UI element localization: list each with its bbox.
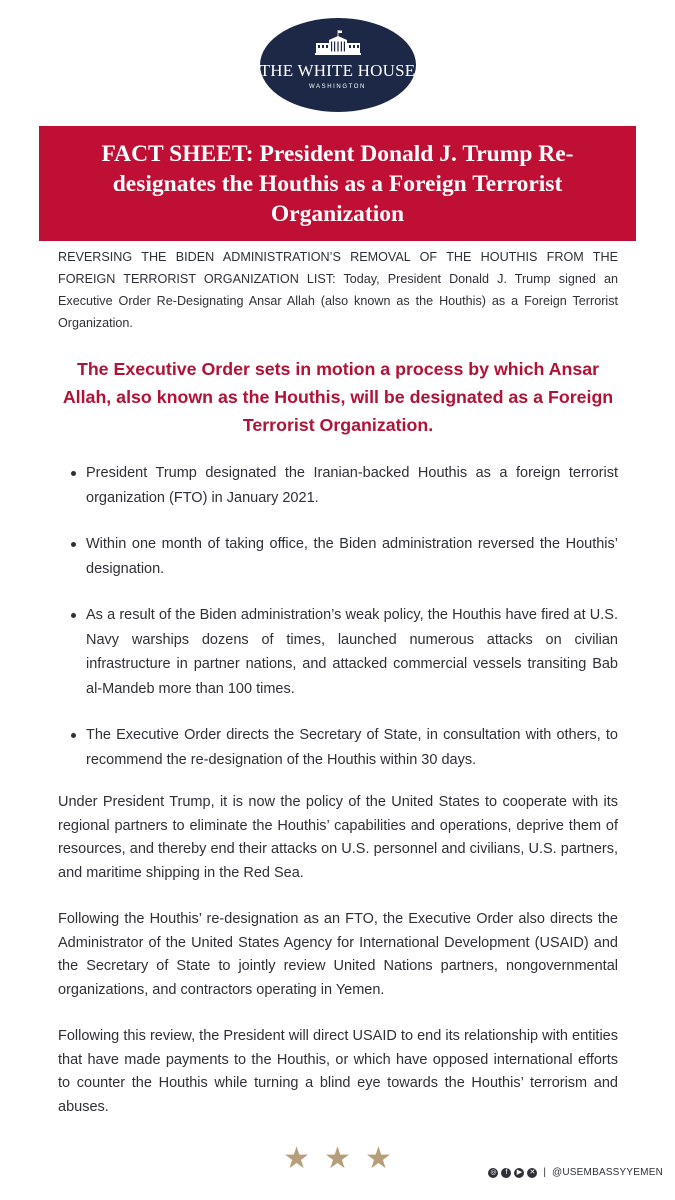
bullet-list bbox=[58, 461, 618, 794]
x-icon[interactable]: ✕ bbox=[527, 1168, 537, 1178]
list-item-text: As a result of the Biden administration’s weak policy, the Houthis have fired at U.S. Navy warships dozens of times, launched numerous attacks on civilian infrastructure in partner nations, and attacked commercial vessels transiting Bab al-Mandeb more than 100 times. bbox=[86, 607, 618, 697]
list-item bbox=[58, 532, 618, 581]
youtube-icon[interactable]: ▶ bbox=[514, 1168, 524, 1178]
white-house-logo bbox=[260, 18, 416, 112]
bullet-icon bbox=[71, 542, 76, 547]
star-icon: ★ bbox=[283, 1142, 311, 1175]
intro-paragraph: REVERSING THE BIDEN ADMINISTRATION’S REMOVAL OF THE HOUTHIS FROM THE FOREIGN TERRORIST ORGANIZATION LIST: Today, President Donald J. Trump signed an Executive Order Re-Designating Ansar Allah (also known as the Houthis) as a Foreign Terrorist Organization. bbox=[58, 250, 618, 330]
separator: | bbox=[543, 1167, 547, 1178]
white-house-building-icon bbox=[315, 30, 361, 56]
logo-subtitle: WASHINGTON bbox=[308, 84, 366, 90]
subheading: The Executive Order sets in motion a process by which Ansar Allah, also known as the Houthis, will be designated as a Foreign Terrorist Organization. bbox=[62, 359, 614, 435]
facebook-icon[interactable]: f bbox=[501, 1168, 511, 1178]
body-paragraph: Following this review, the President will direct USAID to end its relationship with entities that have made payments to the Houthis, or which have opposed international efforts to counter the Houthis while turning a blind eye towards the Houthis’ terrorism and abuses. bbox=[58, 1028, 618, 1115]
body-paragraph: Under President Trump, it is now the policy of the United States to cooperate with its regional partners to eliminate the Houthis’ capabilities and operations, deprive them of resources, and thereby end their attacks on U.S. personnel and civilians, U.S. partners, and maritime shipping in the Red Sea. bbox=[58, 794, 618, 881]
page-title: FACT SHEET: President Donald J. Trump Re-designates the Houthis as a Foreign Terrorist Organization bbox=[101, 140, 574, 227]
logo-title: THE WHITE HOUSE bbox=[259, 61, 416, 80]
logo-wrapper bbox=[0, 18, 675, 112]
title-banner bbox=[39, 126, 636, 241]
social-footer bbox=[488, 1167, 663, 1178]
list-item bbox=[58, 461, 618, 510]
star-icon: ★ bbox=[364, 1142, 392, 1175]
bullet-icon bbox=[71, 613, 76, 618]
list-item bbox=[58, 603, 618, 701]
body-paragraph: Following the Houthis’ re-designation as an FTO, the Executive Order also directs the Administrator of the United States Agency for International Development (USAID) and the Secretary of State to jointly review United Nations partners, nongovernmental organizations, and contractors operating in Yemen. bbox=[58, 911, 618, 998]
instagram-icon[interactable]: ◎ bbox=[490, 1168, 497, 1176]
list-item-text: The Executive Order directs the Secretary of State, in consultation with others, to recommend the re-designation of the Houthis within 30 days. bbox=[86, 727, 618, 768]
bullet-icon bbox=[71, 733, 76, 738]
bullet-icon bbox=[71, 471, 76, 476]
list-item-text: President Trump designated the Iranian-backed Houthis as a foreign terrorist organization (FTO) in January 2021. bbox=[86, 465, 618, 506]
list-item-text: Within one month of taking office, the Biden administration reversed the Houthis’ designation. bbox=[86, 536, 618, 577]
star-icon: ★ bbox=[324, 1142, 351, 1175]
social-handle[interactable]: @USEMBASSYYEMEN bbox=[552, 1167, 663, 1178]
list-item bbox=[58, 723, 618, 772]
